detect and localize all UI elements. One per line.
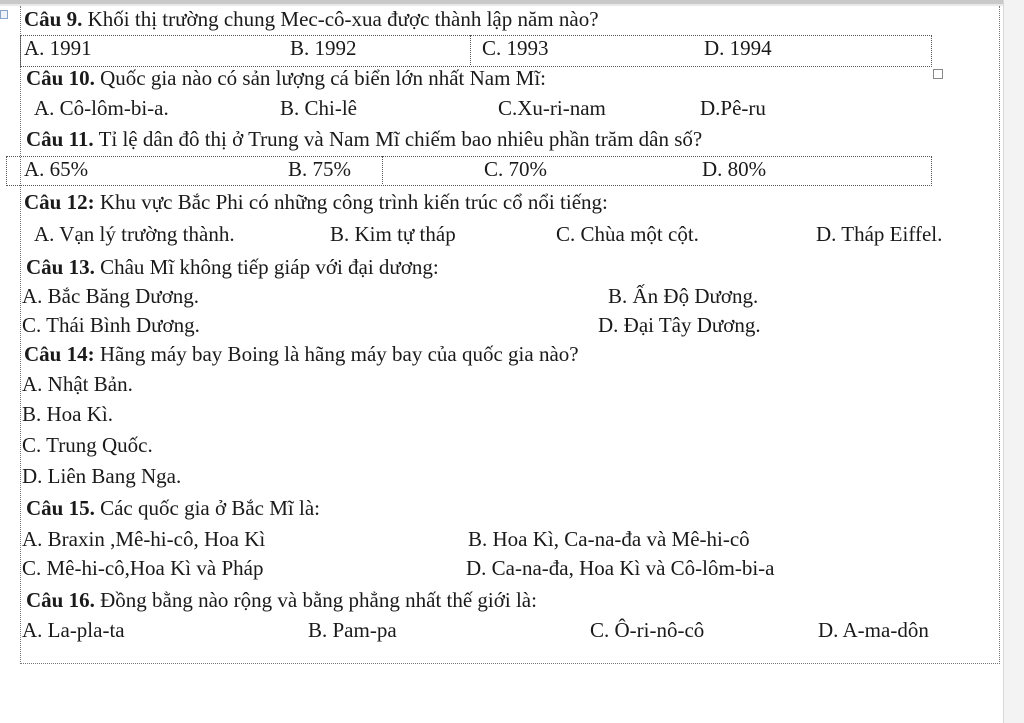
option-a[interactable]: A. Vạn lý trường thành.	[34, 222, 235, 246]
option-row	[0, 369, 1000, 399]
option-d[interactable]: D. 1994	[704, 36, 772, 60]
option-d[interactable]: D. Tháp Eiffel.	[816, 222, 943, 246]
question-text: Khu vực Bắc Phi có những công trình kiến trúc cổ nổi tiếng:	[99, 190, 608, 214]
options-q11	[0, 154, 1000, 184]
option-d[interactable]: D. Ca-na-đa, Hoa Kì và Cô-lôm-bi-a	[466, 556, 775, 580]
option-c[interactable]: C. Thái Bình Dương.	[22, 313, 200, 337]
option-d[interactable]: D. Đại Tây Dương.	[598, 313, 761, 337]
option-b[interactable]: B. Pam-pa	[308, 618, 397, 642]
option-c[interactable]: C. 1993	[482, 36, 549, 60]
question-text: Khối thị trường chung Mec-cô-xua được thành lập năm nào?	[87, 7, 599, 31]
option-a[interactable]: A. La-pla-ta	[22, 618, 125, 642]
question-text: Các quốc gia ở Bắc Mĩ là:	[100, 496, 320, 520]
question-label: Câu 9.	[24, 7, 83, 31]
option-a[interactable]: A. Braxin ,Mê-hi-cô, Hoa Kì	[22, 527, 266, 551]
option-a[interactable]: A. 1991	[24, 36, 92, 60]
option-c[interactable]: C. Trung Quốc.	[22, 433, 153, 457]
question-12	[0, 187, 1000, 217]
option-b[interactable]: B. 75%	[288, 157, 351, 181]
options-q13-row1	[0, 281, 1000, 311]
question-text: Hãng máy bay Boing là hãng máy bay của quốc gia nào?	[99, 342, 579, 366]
option-a[interactable]: A. 65%	[24, 157, 89, 181]
options-q15-row2	[0, 553, 1000, 583]
option-c[interactable]: C.Xu-ri-nam	[498, 96, 606, 120]
options-q10	[0, 93, 1000, 123]
option-a[interactable]: A. Bắc Băng Dương.	[22, 284, 200, 308]
option-d[interactable]: D. A-ma-dôn	[818, 618, 929, 642]
question-label: Câu 10.	[26, 66, 95, 90]
option-b[interactable]: B. Chi-lê	[280, 96, 357, 120]
question-11	[0, 124, 1000, 154]
option-c[interactable]: C. Ô-ri-nô-cô	[590, 618, 705, 642]
question-13	[0, 252, 1000, 282]
option-a[interactable]: A. Cô-lôm-bi-a.	[34, 96, 169, 120]
question-text: Châu Mĩ không tiếp giáp với đại dương:	[100, 255, 439, 279]
option-b[interactable]: B. Ấn Độ Dương.	[608, 284, 759, 308]
options-q15-row1	[0, 524, 1000, 554]
question-label: Câu 16.	[26, 588, 95, 612]
options-q12	[0, 219, 1000, 249]
options-q16	[0, 615, 1000, 645]
option-row	[0, 399, 1000, 429]
option-b[interactable]: B. Kim tự tháp	[330, 222, 456, 246]
option-c[interactable]: C. Chùa một cột.	[556, 222, 699, 246]
option-b[interactable]: B. Hoa Kì, Ca-na-đa và Mê-hi-cô	[468, 527, 750, 551]
option-b[interactable]: B. Hoa Kì.	[22, 402, 113, 426]
question-label: Câu 11.	[26, 127, 94, 151]
options-q13-row2	[0, 310, 1000, 340]
question-label: Câu 13.	[26, 255, 95, 279]
question-label: Câu 15.	[26, 496, 95, 520]
option-d[interactable]: D. 80%	[702, 157, 767, 181]
option-b[interactable]: B. 1992	[290, 36, 357, 60]
vertical-scrollbar[interactable]	[1003, 0, 1024, 723]
option-row	[0, 461, 1000, 491]
question-text: Đồng bằng nào rộng và bằng phẳng nhất thế giới là:	[100, 588, 537, 612]
options-q9	[0, 33, 1000, 63]
question-label: Câu 12:	[24, 190, 95, 214]
question-label: Câu 14:	[24, 342, 95, 366]
question-15	[0, 493, 1000, 523]
option-c[interactable]: C. Mê-hi-cô,Hoa Kì và Pháp	[22, 556, 264, 580]
question-16	[0, 585, 1000, 615]
question-text: Quốc gia nào có sản lượng cá biển lớn nhất Nam Mĩ:	[100, 66, 547, 90]
question-10	[0, 63, 1000, 93]
option-a[interactable]: A. Nhật Bản.	[22, 372, 133, 396]
option-c[interactable]: C. 70%	[484, 157, 547, 181]
option-d[interactable]: D. Liên Bang Nga.	[22, 464, 182, 488]
option-row	[0, 430, 1000, 460]
question-9	[0, 4, 1000, 34]
question-14	[0, 339, 1000, 369]
question-text: Tỉ lệ dân đô thị ở Trung và Nam Mĩ chiếm bao nhiêu phần trăm dân số?	[98, 127, 703, 151]
option-d[interactable]: D.Pê-ru	[700, 96, 766, 120]
